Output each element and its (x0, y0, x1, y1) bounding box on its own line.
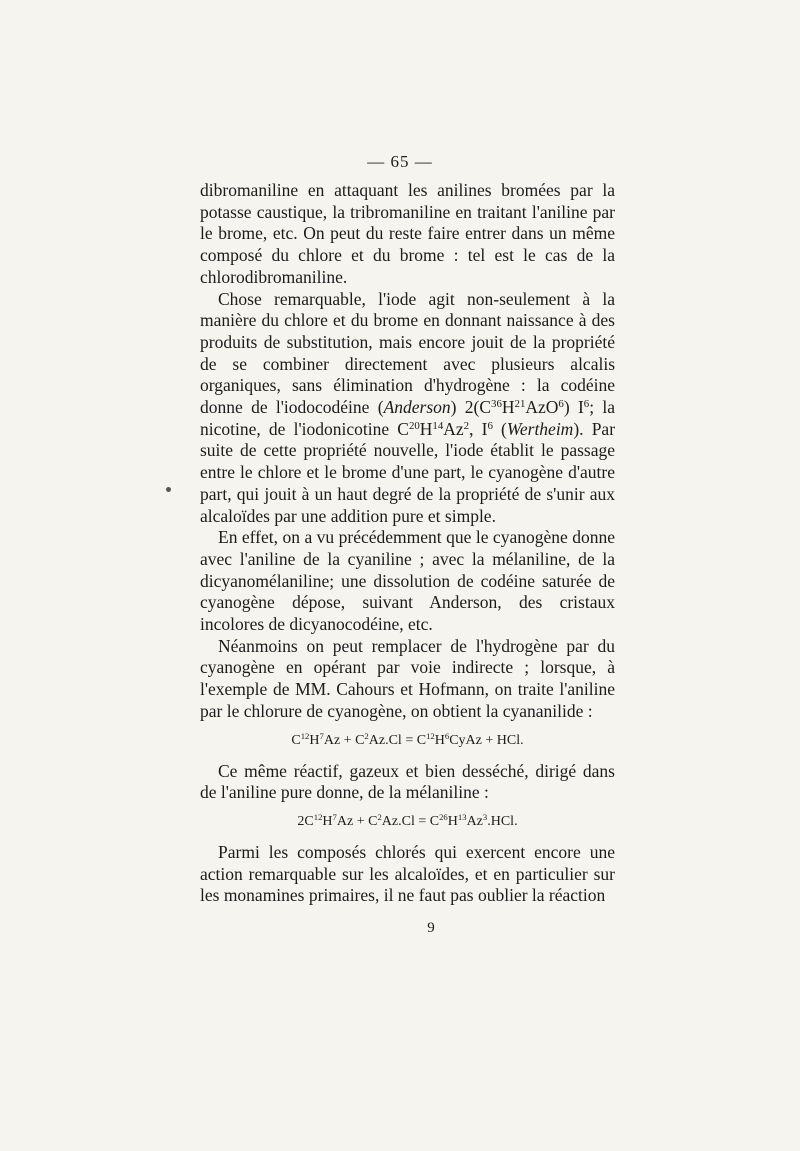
paragraph-2: Chose remarquable, l'iode agit non-seulement à la manière du chlore et du brome en donnant naissance à des produits de substitution, mais encore jouit de la propriété de se combiner directement avec plusieurs alcalis organiques, sans élimination d'hydrogène : la codéine donne de l'iodocodéine (Anderson) $2(C^{36}H^{21}AzO^6)$ $I^6$; la nicotine, de l'iodonicotine $C^{20}H^{14}Az^2$, $I^6$ (Wertheim). Par suite de cette propriété nouvelle, l'iode établit le passage entre le chlore et le brome d'une part, le cyanogène d'autre part, qui jouit à un haut degré de la propriété de s'unir aux alcaloïdes par une addition pure et simple. (200, 288, 616, 526)
paragraph-6: Parmi les composés chlorés qui exercent encore une action remarquable sur les alcaloïdes, et en particulier sur les monamines primaires, il ne faut pas oublier la réaction (200, 841, 615, 906)
formula-cyananilide: $C^{12}H^7Az + C^2Az.Cl$ = $C^{12}H^6CyAz$ + HCl. (291, 730, 524, 748)
body-text (200, 180, 615, 907)
author-wertheim: Wertheim (506, 418, 574, 439)
paragraph-4: Néanmoins on peut remplacer de l'hydrogène par du cyanogène en opérant par voie indirecte ; lorsque, à l'exemple de MM. Cahours et Hofmann, on traite l'aniline par le chlorure de cyanogène, on obtient la cyananilide : (200, 635, 615, 721)
paragraph-5: Ce même réactif, gazeux et bien desséché, dirigé dans de l'aniline pure donne, de la mélaniline : (200, 760, 615, 803)
signature-mark: 9 (427, 920, 435, 936)
ink-speck (166, 487, 171, 492)
formula-melaniline: $2C^{12}H^7Az + C^2Az.Cl = C^{26}H^{13}Az^3.HCl$. (297, 812, 518, 829)
paragraph-3: En effet, on a vu précédemment que le cyanogène donne avec l'aniline de la cyaniline ; avec la mélaniline, de la dicyanomélaniline; une dissolution de codéine saturée de cyanogène dépose, suivant Anderson, des cristaux incolores de dicyanocodéine, etc. (200, 527, 615, 635)
author-anderson: Anderson (383, 397, 451, 418)
paragraph-1: dibromaniline en attaquant les anilines bromées par la potasse caustique, la tribromaniline en traitant l'aniline par le brome, etc. On peut du reste faire entrer dans un même composé du chlore et du brome : tel est le cas de la chlorodibromaniline. (200, 180, 615, 287)
page-number: — 65 — (367, 152, 433, 171)
